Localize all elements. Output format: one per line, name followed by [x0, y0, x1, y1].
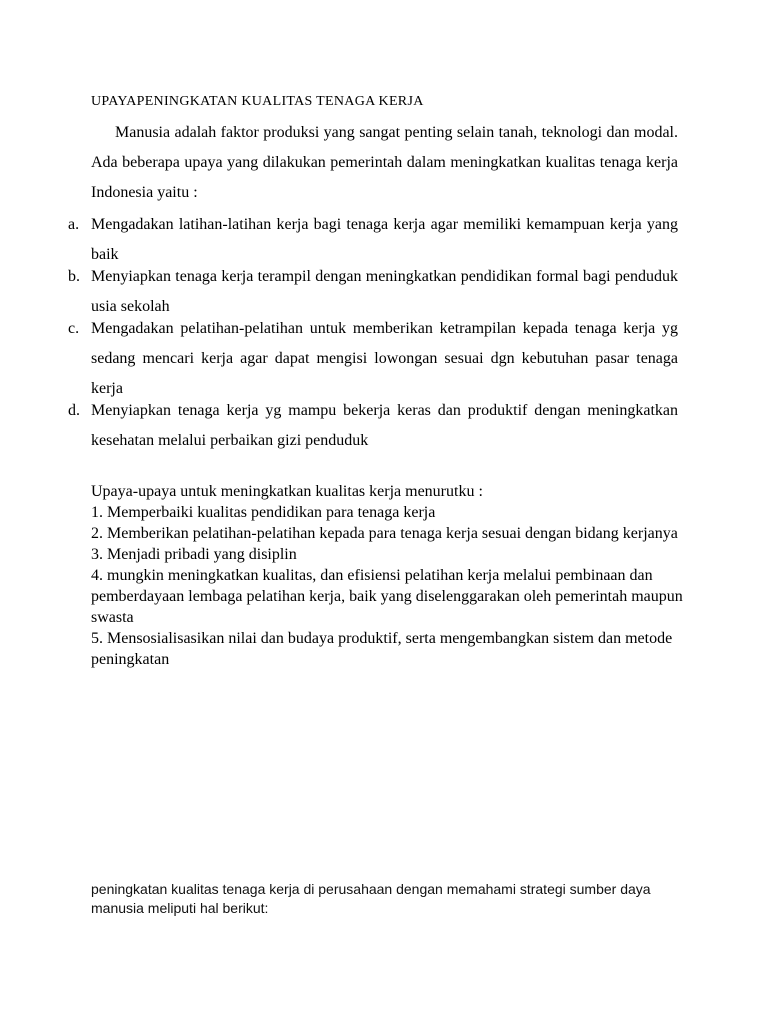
government-efforts-list-c [68, 314, 678, 404]
document-title: UPAYAPENINGKATAN KUALITAS TENAGA KERJA [91, 94, 424, 109]
government-efforts-list-d [68, 396, 678, 456]
footer-note: peningkatan kualitas tenaga kerja di perusahaan dengan memahami strategi sumber daya manusia meliputi hal berikut: [91, 881, 651, 916]
numbered-item: 2. Memberikan pelatihan-pelatihan kepada para tenaga kerja sesuai dengan bidang kerjanya [91, 525, 678, 542]
list-marker: b. [68, 268, 80, 285]
list-marker: a. [68, 216, 80, 233]
government-efforts-list-b [68, 262, 678, 322]
numbered-item: 5. Mensosialisasikan nilai dan budaya produktif, serta mengembangkan sistem dan metode peningkatan [91, 630, 673, 668]
list-item-text: Menyiapkan tenaga kerja yg mampu bekerja keras dan produktif dengan meningkatkan kesehatan melalui perbaikan gizi penduduk [91, 402, 678, 449]
section-heading: Upaya-upaya untuk meningkatkan kualitas kerja menurutku : [91, 483, 483, 500]
list-item [68, 210, 678, 270]
list-item-text: Mengadakan pelatihan-pelatihan untuk memberikan ketrampilan kepada tenaga kerja yg sedang mencari kerja agar dapat mengisi lowongan sesuai dgn kebutuhan pasar tenaga kerja [91, 320, 678, 397]
intro-paragraph: Manusia adalah faktor produksi yang sangat penting selain tanah, teknologi dan modal. Ada beberapa upaya yang dilakukan pemerintah dalam meningkatkan kualitas tenaga kerja Indonesia yaitu : [91, 124, 678, 201]
government-efforts-list [68, 210, 678, 270]
list-item-text: Menyiapkan tenaga kerja terampil dengan meningkatkan pendidikan formal bagi penduduk usia sekolah [91, 268, 678, 315]
numbered-item: 3. Menjadi pribadi yang disiplin [91, 546, 297, 563]
list-item-text: Mengadakan latihan-latihan kerja bagi tenaga kerja agar memiliki kemampuan kerja yang baik [91, 216, 678, 263]
list-item [68, 314, 678, 404]
list-item [68, 262, 678, 322]
list-item [68, 396, 678, 456]
list-marker: c. [68, 320, 80, 337]
numbered-item: 1. Memperbaiki kualitas pendidikan para tenaga kerja [91, 504, 436, 521]
list-marker: d. [68, 402, 80, 419]
numbered-item: 4. mungkin meningkatkan kualitas, dan efisiensi pelatihan kerja melalui pembinaan dan pemberdayaan lembaga pelatihan kerja, baik yang diselenggarakan oleh pemerintah maupun swasta [91, 567, 683, 626]
personal-efforts-section [91, 481, 691, 670]
